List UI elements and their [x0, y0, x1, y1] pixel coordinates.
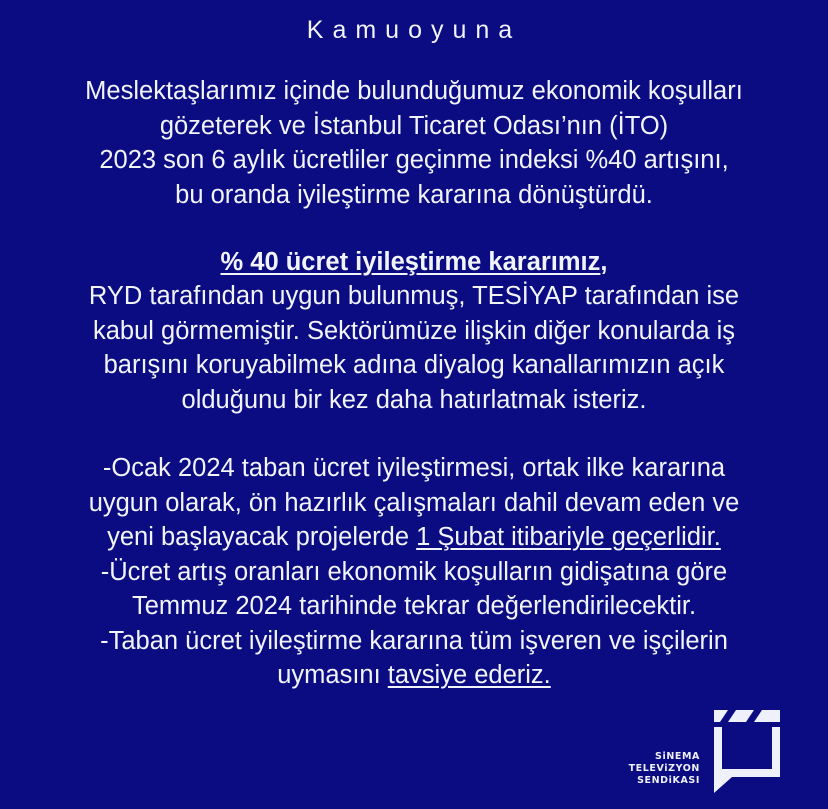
text-line: bu oranda iyileştirme kararına dönüştürdü. — [175, 181, 653, 209]
logo-text-line: SiNEMA — [655, 751, 700, 762]
text-line: 2023 son 6 aylık ücretliler geçinme indeksi %40 artışını, — [99, 146, 729, 174]
text-line: Meslektaşlarımız içinde bulunduğumuz ekonomik koşulları — [85, 77, 743, 105]
text-line: -Taban ücret iyileştirme kararına tüm işveren ve işçilerin — [100, 627, 728, 655]
text-line: -Ücret artış oranları ekonomik koşulların gidişatına göre — [100, 558, 728, 586]
text-line: barışını koruyabilmek adına diyalog kanallarımızın açık — [103, 351, 725, 379]
text-line: -Ocak 2024 taban ücret iyileştirmesi, ortak ilke kararına — [102, 454, 726, 482]
recommendation-text: tavsiye ederiz. — [387, 661, 551, 689]
text-line: gözeterek ve İstanbul Ticaret Odası’nın (İTO) — [159, 112, 669, 140]
sinema-televizyon-sendikasi-logo — [628, 700, 820, 805]
text-line: RYD tarafından uygun bulunmuş, TESİYAP tarafından ise — [88, 282, 740, 310]
text-fragment: yeni başlayacak projelerde — [107, 523, 417, 551]
effective-date-text: 1 Şubat itibariyle geçerlidir. — [416, 523, 721, 551]
logo-text-line: TELEViZYON — [628, 763, 700, 774]
text-line: Temmuz 2024 tarihinde tekrar değerlendirilecektir. — [131, 592, 697, 620]
text-line — [0, 521, 828, 553]
text-line: olduğunu bir kez daha hatırlatmak isteriz. — [181, 386, 647, 414]
heading-comma: , — [600, 248, 608, 276]
decision-heading-text: % 40 ücret iyileştirme kararımız — [220, 248, 601, 276]
announcement-title: Kamuoyuna — [306, 16, 522, 44]
logo-text-line: SENDiKASI — [637, 775, 700, 786]
text-fragment: uymasını — [277, 661, 388, 689]
text-line: kabul görmemiştir. Sektörümüze ilişkin diğer konularda iş — [92, 317, 736, 345]
decision-heading — [0, 246, 828, 278]
text-line — [0, 659, 828, 691]
text-line: uygun olarak, ön hazırlık çalışmaları dahil devam eden ve — [88, 489, 740, 517]
